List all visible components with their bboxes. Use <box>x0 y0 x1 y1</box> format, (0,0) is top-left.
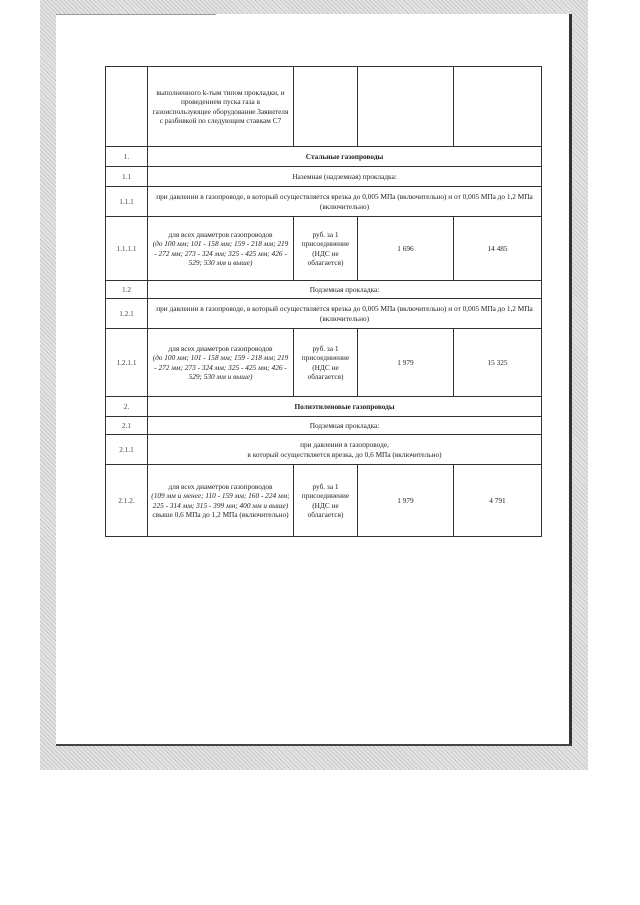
page-header-line <box>56 14 216 15</box>
description-text: для всех диаметров газопроводов <box>168 230 273 240</box>
row-description <box>148 217 294 281</box>
row-number: 2. <box>106 397 148 417</box>
section-heading: Стальные газопроводы <box>148 147 542 167</box>
description-text: для всех диаметров газопроводов <box>168 344 273 354</box>
description-diameters: (109 мм и менее; 110 - 159 мм; 160 - 224 мм; 225 - 314 мм; 315 - 399 мм; 400 мм и выше) <box>151 491 290 510</box>
row-value-2: 4 791 <box>454 465 542 537</box>
subsection-heading: Подземная прокладка: <box>148 417 542 435</box>
row-number: 2.1 <box>106 417 148 435</box>
row-value-1: 1 979 <box>358 465 454 537</box>
row-number: 2.1.2. <box>106 465 148 537</box>
table-row <box>106 435 542 465</box>
description-text: для всех диаметров газопроводов <box>168 482 273 492</box>
table-row <box>106 281 542 299</box>
row-number: 1.1 <box>106 167 148 187</box>
row-description <box>148 329 294 397</box>
table-row <box>106 67 542 147</box>
row-value-1: 1 979 <box>358 329 454 397</box>
row-unit <box>294 67 358 147</box>
description-line-1: при давлении в газопроводе, <box>300 440 389 450</box>
section-heading: Полиэтиленовые газопроводы <box>148 397 542 417</box>
row-unit: руб. за 1 присоединение (НДС не облагается) <box>294 217 358 281</box>
row-value-2: 14 485 <box>454 217 542 281</box>
row-number: 1.2.1.1 <box>106 329 148 397</box>
table-row <box>106 397 542 417</box>
row-description: при давлении в газопроводе, в который осуществляется врезка до 0,005 МПа (включительно) и от 0,005 МПа до 1,2 МПа (включительно) <box>148 187 542 217</box>
row-unit: руб. за 1 присоединение (НДС не облагается) <box>294 465 358 537</box>
row-description: выполненного k-тым типом прокладки, и проведением пуска газа в газоиспользующее оборудование Заявителя с разбивкой по следующим ставкам С7 <box>148 67 294 147</box>
table-row <box>106 187 542 217</box>
row-value-1: 1 696 <box>358 217 454 281</box>
table-row <box>106 167 542 187</box>
table-row <box>106 417 542 435</box>
description-diameters: (до 100 мм; 101 - 158 мм; 159 - 218 мм; 219 - 272 мм; 273 - 324 мм; 325 - 425 мм; 426 - 529; 530 мм и выше) <box>152 239 289 267</box>
tariff-table <box>105 66 542 537</box>
row-value-2 <box>454 67 542 147</box>
row-description: при давлении в газопроводе, в который осуществляется врезка до 0,005 МПа (включительно) и от 0,005 МПа до 1,2 МПа (включительно) <box>148 299 542 329</box>
table-row <box>106 299 542 329</box>
row-number: 1.2 <box>106 281 148 299</box>
row-number: 1. <box>106 147 148 167</box>
row-number: 1.1.1 <box>106 187 148 217</box>
table-row <box>106 147 542 167</box>
description-pressure: свыше 0,6 МПа до 1,2 МПа (включительно) <box>152 509 289 519</box>
row-description <box>148 465 294 537</box>
table-row <box>106 465 542 537</box>
row-unit: руб. за 1 присоединение (НДС не облагается) <box>294 329 358 397</box>
row-number: 2.1.1 <box>106 435 148 465</box>
row-number: 1.2.1 <box>106 299 148 329</box>
row-value-1 <box>358 67 454 147</box>
subsection-heading: Наземная (надземная) прокладка: <box>148 167 542 187</box>
row-number <box>106 67 148 147</box>
subsection-heading: Подземная прокладка: <box>148 281 542 299</box>
row-number: 1.1.1.1 <box>106 217 148 281</box>
row-value-2: 15 325 <box>454 329 542 397</box>
description-line-2: в который осуществляется врезка, до 0,6 МПа (включительно) <box>247 449 442 459</box>
table-row <box>106 329 542 397</box>
table-row <box>106 217 542 281</box>
description-diameters: (до 100 мм; 101 - 158 мм; 159 - 218 мм; 219 - 272 мм; 273 - 324 мм; 325 - 425 мм; 426 - 529; 530 мм и выше) <box>152 353 289 381</box>
row-description <box>148 435 542 465</box>
